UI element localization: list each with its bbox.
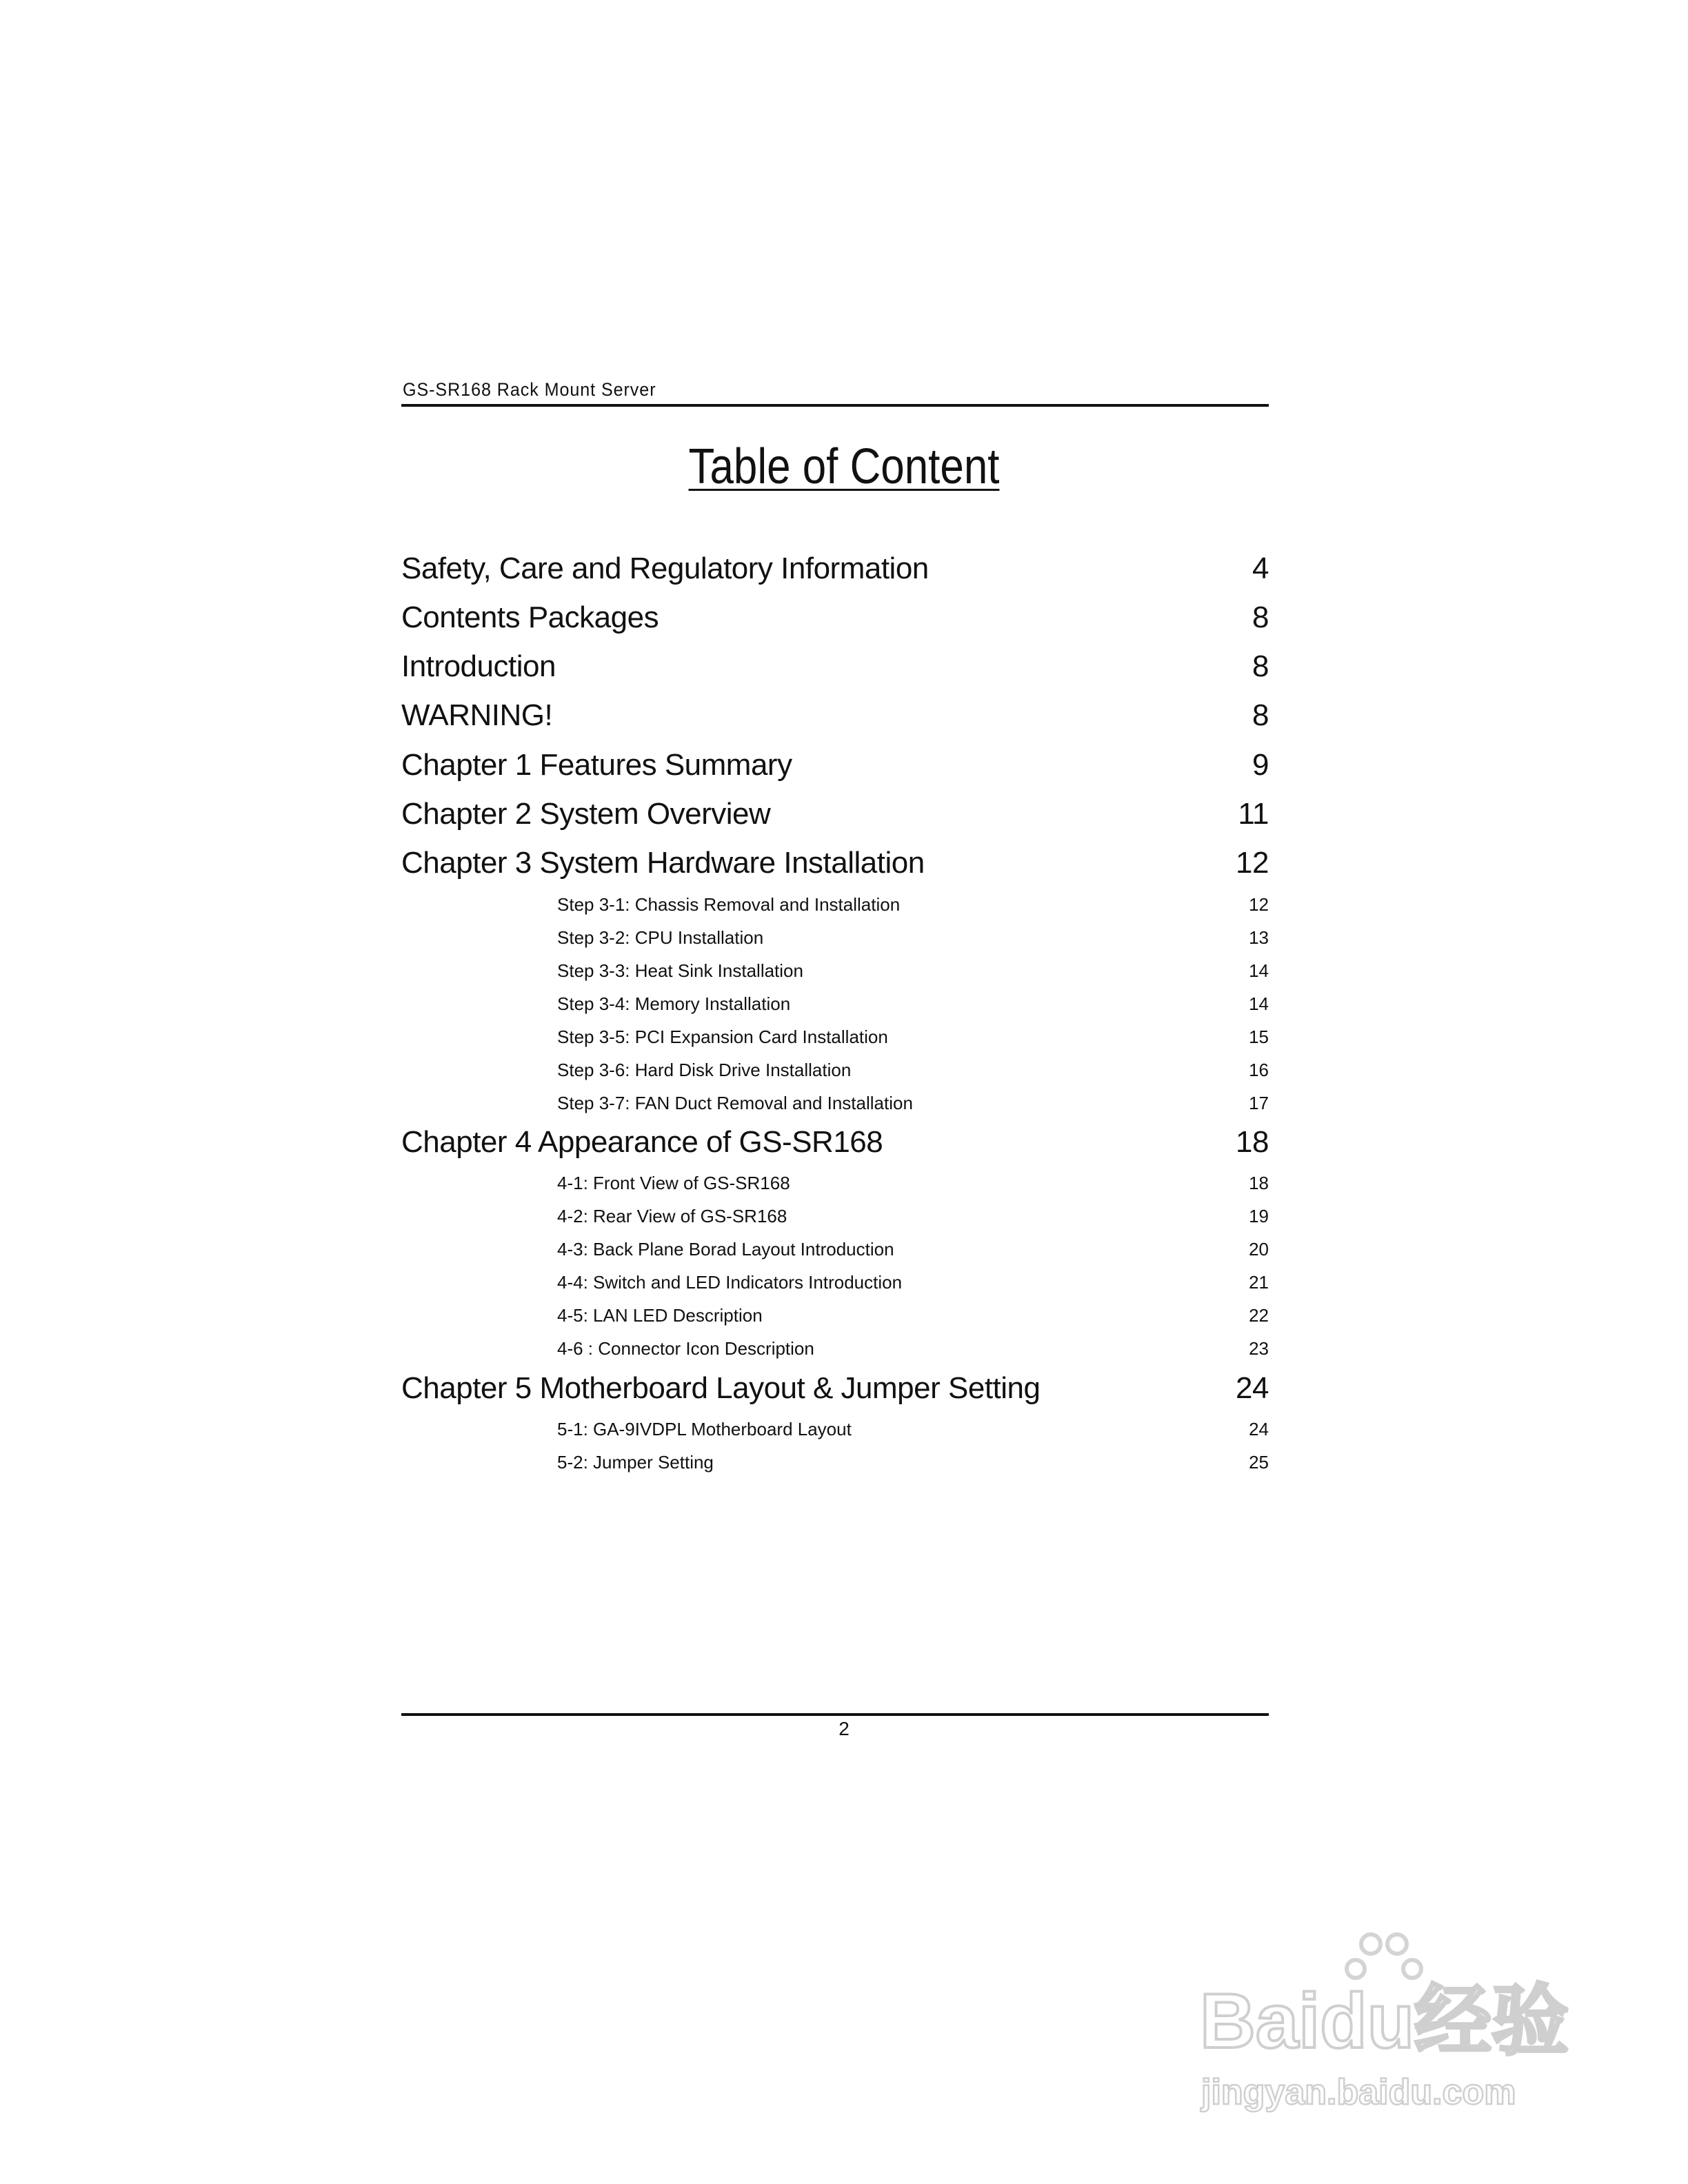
toc-page: 25 [1249, 1452, 1269, 1473]
toc-entry-step-3-6[interactable] [557, 1056, 1269, 1084]
toc-label: Chapter 5 Motherboard Layout & Jumper Setting [401, 1371, 1041, 1405]
toc-entry-4-1[interactable] [557, 1169, 1269, 1197]
toc-entry-safety[interactable] [401, 548, 1269, 589]
baidu-jingyan-watermark [1186, 1917, 1572, 2123]
toc-entry-warning[interactable] [401, 695, 1269, 736]
toc-label: Step 3-6: Hard Disk Drive Installation [557, 1060, 852, 1080]
toc-label: 4-4: Switch and LED Indicators Introduction [557, 1272, 903, 1293]
page-title: Table of Content [688, 439, 1000, 494]
toc-entry-chapter-4[interactable] [401, 1122, 1269, 1163]
toc-entry-4-2[interactable] [557, 1202, 1269, 1230]
toc-label: 4-1: Front View of GS-SR168 [557, 1173, 790, 1193]
toc-entry-chapter-1[interactable] [401, 745, 1269, 786]
toc-entry-4-5[interactable] [557, 1302, 1269, 1329]
toc-page: 18 [1236, 1125, 1269, 1159]
toc-label: 5-1: GA-9IVDPL Motherboard Layout [557, 1419, 852, 1439]
toc-page: 24 [1249, 1419, 1269, 1439]
toc-page: 17 [1249, 1093, 1269, 1113]
toc-label: Chapter 3 System Hardware Installation [401, 846, 925, 880]
toc-entry-step-3-7[interactable] [557, 1089, 1269, 1117]
toc-page: 15 [1249, 1027, 1269, 1047]
toc-entry-5-2[interactable] [557, 1448, 1269, 1476]
watermark-url: jingyan.baidu.com [1201, 2072, 1516, 2112]
toc-label: Introduction [401, 649, 556, 683]
toc-page: 14 [1249, 993, 1269, 1014]
footer-rule [401, 1713, 1269, 1716]
toc-label: Safety, Care and Regulatory Information [401, 552, 929, 585]
toc-page: 8 [1252, 600, 1269, 634]
toc-label: 5-2: Jumper Setting [557, 1452, 714, 1473]
toc-label: Chapter 4 Appearance of GS-SR168 [401, 1125, 883, 1159]
toc-page: 23 [1249, 1338, 1269, 1359]
toc-page: 16 [1249, 1060, 1269, 1080]
running-header: GS-SR168 Rack Mount Server [403, 379, 656, 400]
toc-page: 8 [1252, 649, 1269, 683]
toc-page: 20 [1249, 1239, 1269, 1260]
page-number: 2 [838, 1718, 850, 1739]
toc-page: 24 [1236, 1371, 1269, 1405]
toc-entry-contents-packages[interactable] [401, 597, 1269, 638]
toc-page: 8 [1252, 698, 1269, 732]
toc-page: 18 [1249, 1173, 1269, 1193]
toc-entry-chapter-2[interactable] [401, 793, 1269, 835]
paw-icon [1347, 1934, 1421, 1978]
toc-entry-introduction[interactable] [401, 646, 1269, 687]
toc-entry-step-3-5[interactable] [557, 1023, 1269, 1051]
toc-label: WARNING! [401, 698, 553, 732]
toc-entry-4-3[interactable] [557, 1235, 1269, 1263]
toc-label: 4-2: Rear View of GS-SR168 [557, 1206, 787, 1226]
toc-page: 21 [1249, 1272, 1269, 1293]
toc-page: 12 [1236, 846, 1269, 880]
toc-label: Step 3-5: PCI Expansion Card Installation [557, 1027, 888, 1047]
toc-entry-chapter-3[interactable] [401, 842, 1269, 884]
toc-entry-step-3-2[interactable] [557, 924, 1269, 951]
toc-label: Contents Packages [401, 600, 659, 634]
toc-page: 4 [1252, 552, 1269, 585]
toc-entry-5-1[interactable] [557, 1415, 1269, 1443]
toc-label: Step 3-7: FAN Duct Removal and Installation [557, 1093, 913, 1113]
toc-page: 14 [1249, 960, 1269, 981]
watermark-logo-text: Baidu经验 [1200, 1978, 1569, 2064]
toc-entry-4-6[interactable] [557, 1335, 1269, 1362]
toc-entry-4-4[interactable] [557, 1268, 1269, 1296]
toc-label: Chapter 1 Features Summary [401, 748, 792, 782]
toc-page: 13 [1249, 927, 1269, 948]
toc-page: 11 [1238, 797, 1269, 831]
toc-entry-step-3-3[interactable] [557, 957, 1269, 984]
toc-entry-chapter-5[interactable] [401, 1368, 1269, 1409]
toc-label: Step 3-4: Memory Installation [557, 993, 791, 1014]
toc-page: 12 [1249, 894, 1269, 915]
toc-page: 19 [1249, 1206, 1269, 1226]
toc-page: 22 [1249, 1305, 1269, 1326]
toc-label: Step 3-3: Heat Sink Installation [557, 960, 803, 981]
toc-label: Step 3-1: Chassis Removal and Installation [557, 894, 901, 915]
toc-entry-step-3-4[interactable] [557, 990, 1269, 1018]
toc-label: 4-6 : Connector Icon Description [557, 1338, 814, 1359]
toc-entry-step-3-1[interactable] [557, 891, 1269, 918]
toc-label: 4-5: LAN LED Description [557, 1305, 763, 1326]
header-rule [401, 404, 1269, 407]
toc-page: 9 [1252, 748, 1269, 782]
toc-label: 4-3: Back Plane Borad Layout Introduction [557, 1239, 894, 1260]
toc-label: Step 3-2: CPU Installation [557, 927, 764, 948]
toc-label: Chapter 2 System Overview [401, 797, 771, 831]
